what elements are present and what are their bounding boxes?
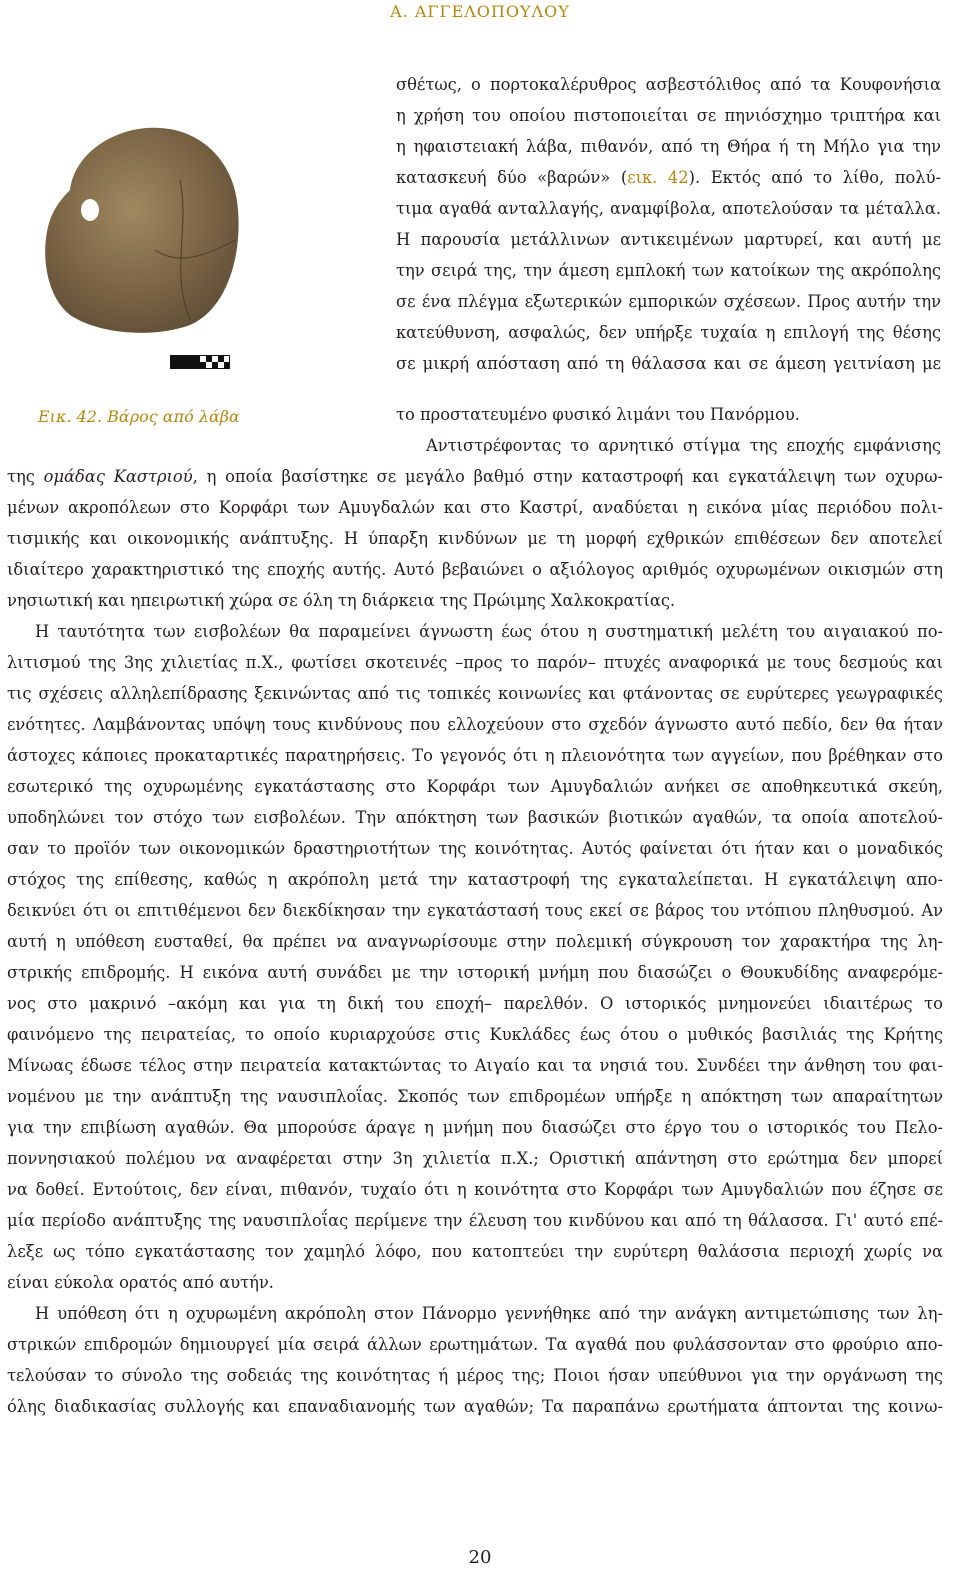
text-line: να δοθεί. Εντούτοις, δεν είναι, πιθανόν, τυχαίο ότι η κοινότητα στο Κορφάρι των Αμυγδαλιών που έζησε σε <box>7 1180 943 1199</box>
text-segment: κατασκευή δύο «βαρών» ( <box>396 168 628 187</box>
paragraph-start: Αντιστρέφοντας το αρνητικό στίγμα της εποχής εμφάνισης <box>426 436 941 455</box>
text-line: ιδιαίτερο χαρακτηριστικό της εποχής αυτής. Αυτό βεβαιώνει ο αξιόλογος αριθμός οχυρωμένων οικισμών στη <box>7 560 943 579</box>
text-line: κατεύθυνση, ασφαλώς, δεν υπήρξε τυχαία η επιλογή της θέσης <box>396 323 941 342</box>
text-line: Η παρουσία μετάλλινων αντικειμένων μαρτυρεί, και αυτή με <box>396 230 941 249</box>
paragraph-start: Η υπόθεση ότι η οχυρωμένη ακρόπολη στον Πάνορμο γεννήθηκε από την ανάγκη αντιμετώπισης των λη- <box>35 1304 943 1323</box>
text-line: νομένου με την ανάπτυξη της ναυσιπλοΐας. Σκοπός των επιδρομέων υπήρξε η απόκτηση των απαραίτητων <box>7 1087 943 1106</box>
text-line: άστοχες κάποιες προκαταρτικές παρατηρήσεις. Το γεγονός ότι η πλειονότητα των αγγείων, που βρέθηκαν στο <box>7 746 943 765</box>
text-line: η χρήση του οποίου πιστοποιείται σε πηνιόσχημο τριπτήρα και <box>396 106 941 125</box>
text-line: αυτή η υπόθεση ευσταθεί, θα πρέπει να αναγνωρίσουμε στην πολεμική σύγκρουση τον χαρακτήρα της λη- <box>7 932 943 951</box>
text-line: το προστατευμένο φυσικό λιμάνι του Πανόρμου. <box>396 405 800 424</box>
text-line: μένων ακροπόλεων στο Κορφάρι των Αμυγδαλών και στο Καστρί, αναδύεται η εικόνα μίας περιόδου πολι- <box>7 498 943 517</box>
text-line: τιμα αγαθά ανταλλαγής, αναμφίβολα, αποτελούσαν τα μέταλλα. <box>396 199 941 218</box>
text-line: δεικνύει ότι οι επιτιθέμενοι δεν διεκδίκησαν την εγκατάστασή τους εκεί σε βάρος του ντόπιου πληθυσμού. Αν <box>7 901 943 920</box>
text-line: σαν το προϊόν των οικονομικών δραστηριοτήτων της κοινότητας. Αυτός φαίνεται ότι ήταν και ο μοναδικός <box>7 839 943 858</box>
text-line <box>396 163 941 194</box>
text-segment: , η οποία βασίστηκε σε μεγάλο βαθμό στην καταστροφή και εγκατάλειψη των οχυρω- <box>192 467 943 486</box>
text-line: σε ένα πλέγμα εξωτερικών εμπορικών σχέσεων. Προς αυτήν την <box>396 292 941 311</box>
text-line: στρικής επιδρομής. Η εικόνα αυτή συνάδει με την ιστορική μνήμη που διασώζει ο Θουκυδίδης αναφερόμε- <box>7 963 943 982</box>
text-line: μία περίοδο ανάπτυξης της ναυσιπλοΐας περίμενε την έλευση του κινδύνου και από τη θάλασσα. Γι' αυτό επέ- <box>7 1211 943 1230</box>
text-line: εσωτερικό της οχυρωμένης εγκατάστασης στο Κορφάρι των Αμυγδαλιών ανήκει σε αποθηκευτικά σκεύη, <box>7 777 943 796</box>
text-line: ποννησιακού πολέμου να αναφέρεται στην 3η χιλιετία π.Χ.; Οριστική απάντηση στο ερώτημα δεν μπορεί <box>7 1149 943 1168</box>
scale-bar <box>170 355 230 369</box>
text-segment: ). Εκτός από το λίθο, πολύ- <box>688 168 941 187</box>
text-line: υποδηλώνει τον στόχο των εισβολέων. Την απόκτηση των βασικών βιοτικών αγαθών, τα οποία αποτελού- <box>7 808 943 827</box>
running-head: Α. ΑΓΓΕΛΟΠΟΥΛΟΥ <box>390 2 570 21</box>
text-line: τελούσαν το σύνολο της σοδειάς της κοινότητας ή μέρος της; Ποιοι ήσαν υπεύθυνοι για την οργάνωση της <box>7 1366 943 1385</box>
text-line: τισμικής και οικονομικής ανάπτυξης. Η ύπαρξη κινδύνων με τη μορφή εχθρικών επιθέσεων δεν αποτελεί <box>7 529 943 548</box>
italic-term: ομάδας Καστριού <box>43 467 193 486</box>
figure-caption: Εικ. 42. Βάρος από λάβα <box>38 407 240 426</box>
page-number: 20 <box>468 1547 492 1568</box>
lava-weight-image <box>40 120 245 380</box>
text-line: νος στο μακρινό –ακόμη και για τη δική του εποχή– παρελθόν. Ο ιστορικός μνημονεύει ιδιαιτέρως το <box>7 994 943 1013</box>
lava-weight-figure <box>40 120 245 380</box>
text-segment: της <box>7 467 44 486</box>
text-line: λεξε ως τόπο εγκατάστασης τον χαμηλό λόφο, που κατοπτεύει την ευρύτερη θαλάσσια περιοχή χωρίς να <box>7 1242 943 1261</box>
text-line: για την επιβίωση αγαθών. Θα μπορούσε άραγε η μνήμη που διασώζει στο έργο του ο ιστορικός του Πελο- <box>7 1118 943 1137</box>
text-line: η ηφαιστειακή λάβα, πιθανόν, από τη Θήρα ή τη Μήλο για την <box>396 137 941 156</box>
text-line: σε μικρή απόσταση από τη θάλασσα και σε άμεση γειτνίαση με <box>396 354 941 373</box>
text-line: σθέτως, ο πορτοκαλέρυθρος ασβεστόλιθος από τα Κουφονήσια <box>396 75 941 94</box>
text-line: λιτισμού της 3ης χιλιετίας π.Χ., φωτίσει σκοτεινές –προς το παρόν– πτυχές αναφορικά με τους δεσμούς και <box>7 653 943 672</box>
text-line: όλης διαδικασίας συλλογής και επαναδιανομής των αγαθών; Τα παραπάνω ερωτήματα άπτονται της κοινω- <box>7 1397 943 1416</box>
text-line <box>7 462 943 493</box>
figure-reference-link[interactable]: εικ. 42 <box>627 168 689 187</box>
text-line: ενότητες. Λαμβάνοντας υπόψη τους κινδύνους που ελλοχεύουν στο σχεδόν άγνωστο αυτό πεδίο, δεν θα ήταν <box>7 715 943 734</box>
text-line: την σειρά της, την άμεση εμπλοκή των κατοίκων της ακρόπολης <box>396 261 941 280</box>
text-line: στρικών επιδρομών δημιουργεί μία σειρά άλλων ερωτημάτων. Τα αγαθά που φυλάσσονταν στο φρούριο απο- <box>7 1335 943 1354</box>
text-line: νησιωτική και ηπειρωτική χώρα σε όλη τη διάρκεια της Πρώιμης Χαλκοκρατίας. <box>7 591 676 610</box>
text-line: τις σχέσεις αλληλεπίδρασης ξεκινώντας από τις τοπικές κοινωνίες και φτάνοντας σε ευρύτερες γεωγραφικές <box>7 684 943 703</box>
text-line: φαινόμενο της πειρατείας, το οποίο κυριαρχούσε στις Κυκλάδες έως ότου ο μυθικός βασιλιάς της Κρήτης <box>7 1025 943 1044</box>
text-line: Μίνωας έδωσε τέλος στην πειρατεία κατακτώντας το Αιγαίο και τα νησιά του. Συνδέει την άνθηση του φαι- <box>7 1056 943 1075</box>
paragraph-start: Η ταυτότητα των εισβολέων θα παραμείνει άγνωστη έως ότου η συστηματική μελέτη του αιγαιακού πο- <box>35 622 943 641</box>
text-line: στόχος της επίθεσης, καθώς η ακρόπολη μετά την καταστροφή της εγκαταλείπεται. Η εγκατάλειψη απο- <box>7 870 943 889</box>
text-line: είναι εύκολα ορατός από αυτήν. <box>7 1273 274 1292</box>
